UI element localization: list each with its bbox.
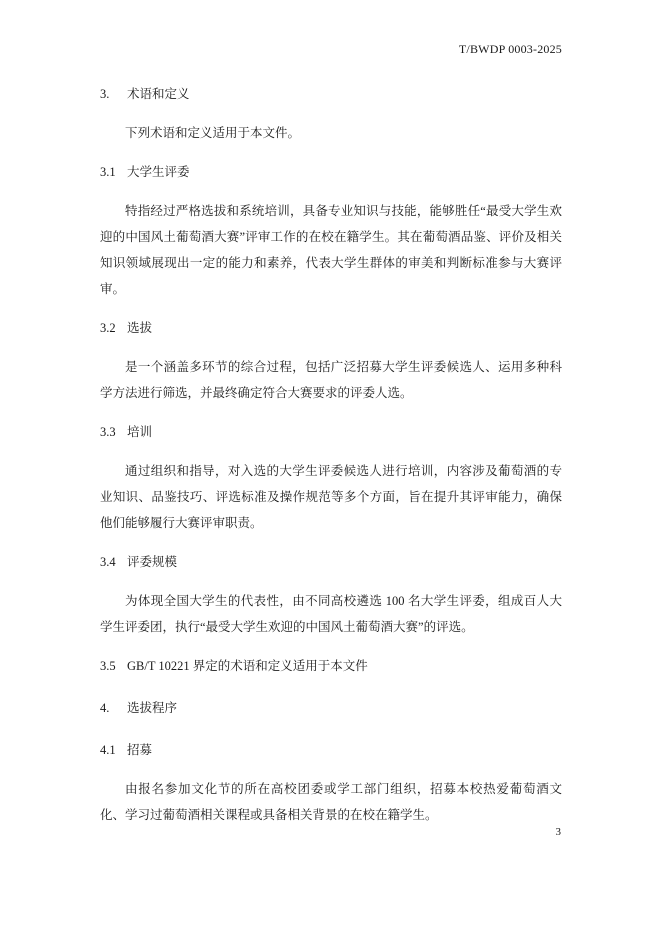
section-title: GB/T 10221 界定的术语和定义适用于本文件 <box>127 659 368 673</box>
section-title: 招募 <box>127 743 153 757</box>
section-number: 3.5 <box>100 659 116 673</box>
section-heading-3-1 <box>100 163 562 181</box>
section-number: 3.1 <box>100 165 116 179</box>
section-title: 评委规模 <box>127 555 178 569</box>
section-number: 4. <box>100 701 110 715</box>
document-body <box>100 85 562 828</box>
section-title: 选拔 <box>127 321 153 335</box>
section-heading-4-1 <box>100 741 562 759</box>
section-heading-3-2 <box>100 319 562 337</box>
section-number: 3. <box>100 87 110 101</box>
section-number: 3.3 <box>100 425 116 439</box>
section-paragraph: 特指经过严格选拔和系统培训，具备专业知识与技能，能够胜任“最受大学生欢迎的中国风土葡萄酒大赛”评审工作的在校在籍学生。其在葡萄酒品鉴、评价及相关知识领域展现出一定的能力和素养，代表大学生群体的审美和判断标准参与大赛评审。 <box>100 204 562 296</box>
section-number: 3.4 <box>100 555 116 569</box>
section-heading-3-4 <box>100 553 562 571</box>
section-number: 4.1 <box>100 743 116 757</box>
document-id-header: T/BWDP 0003-2025 <box>458 42 562 56</box>
section-heading-3-3 <box>100 423 562 441</box>
page-number: 3 <box>555 826 561 838</box>
section-number: 3.2 <box>100 321 116 335</box>
section-paragraph: 由报名参加文化节的所在高校团委或学工部门组织，招募本校热爱葡萄酒文化、学习过葡萄酒相关课程或具备相关背景的在校在籍学生。 <box>100 782 562 822</box>
section-title: 大学生评委 <box>127 165 190 179</box>
section-heading-3-5 <box>100 657 562 675</box>
section-paragraph: 是一个涵盖多环节的综合过程，包括广泛招募大学生评委候选人、运用多种科学方法进行筛选，并最终确定符合大赛要求的评委人选。 <box>100 360 562 400</box>
section-heading-4 <box>100 699 562 717</box>
section-title: 术语和定义 <box>127 87 190 101</box>
section-heading-3 <box>100 85 562 103</box>
section-title: 选拔程序 <box>127 701 178 715</box>
section-paragraph: 通过组织和指导，对入选的大学生评委候选人进行培训，内容涉及葡萄酒的专业知识、品鉴技巧、评选标准及操作规范等多个方面，旨在提升其评审能力，确保他们能够履行大赛评审职责。 <box>100 464 562 530</box>
section-paragraph: 为体现全国大学生的代表性，由不同高校遴选 100 名大学生评委，组成百人大学生评委团，执行“最受大学生欢迎的中国风土葡萄酒大赛”的评选。 <box>100 594 562 634</box>
section-paragraph: 下列术语和定义适用于本文件。 <box>125 126 301 140</box>
section-title: 培训 <box>127 425 153 439</box>
